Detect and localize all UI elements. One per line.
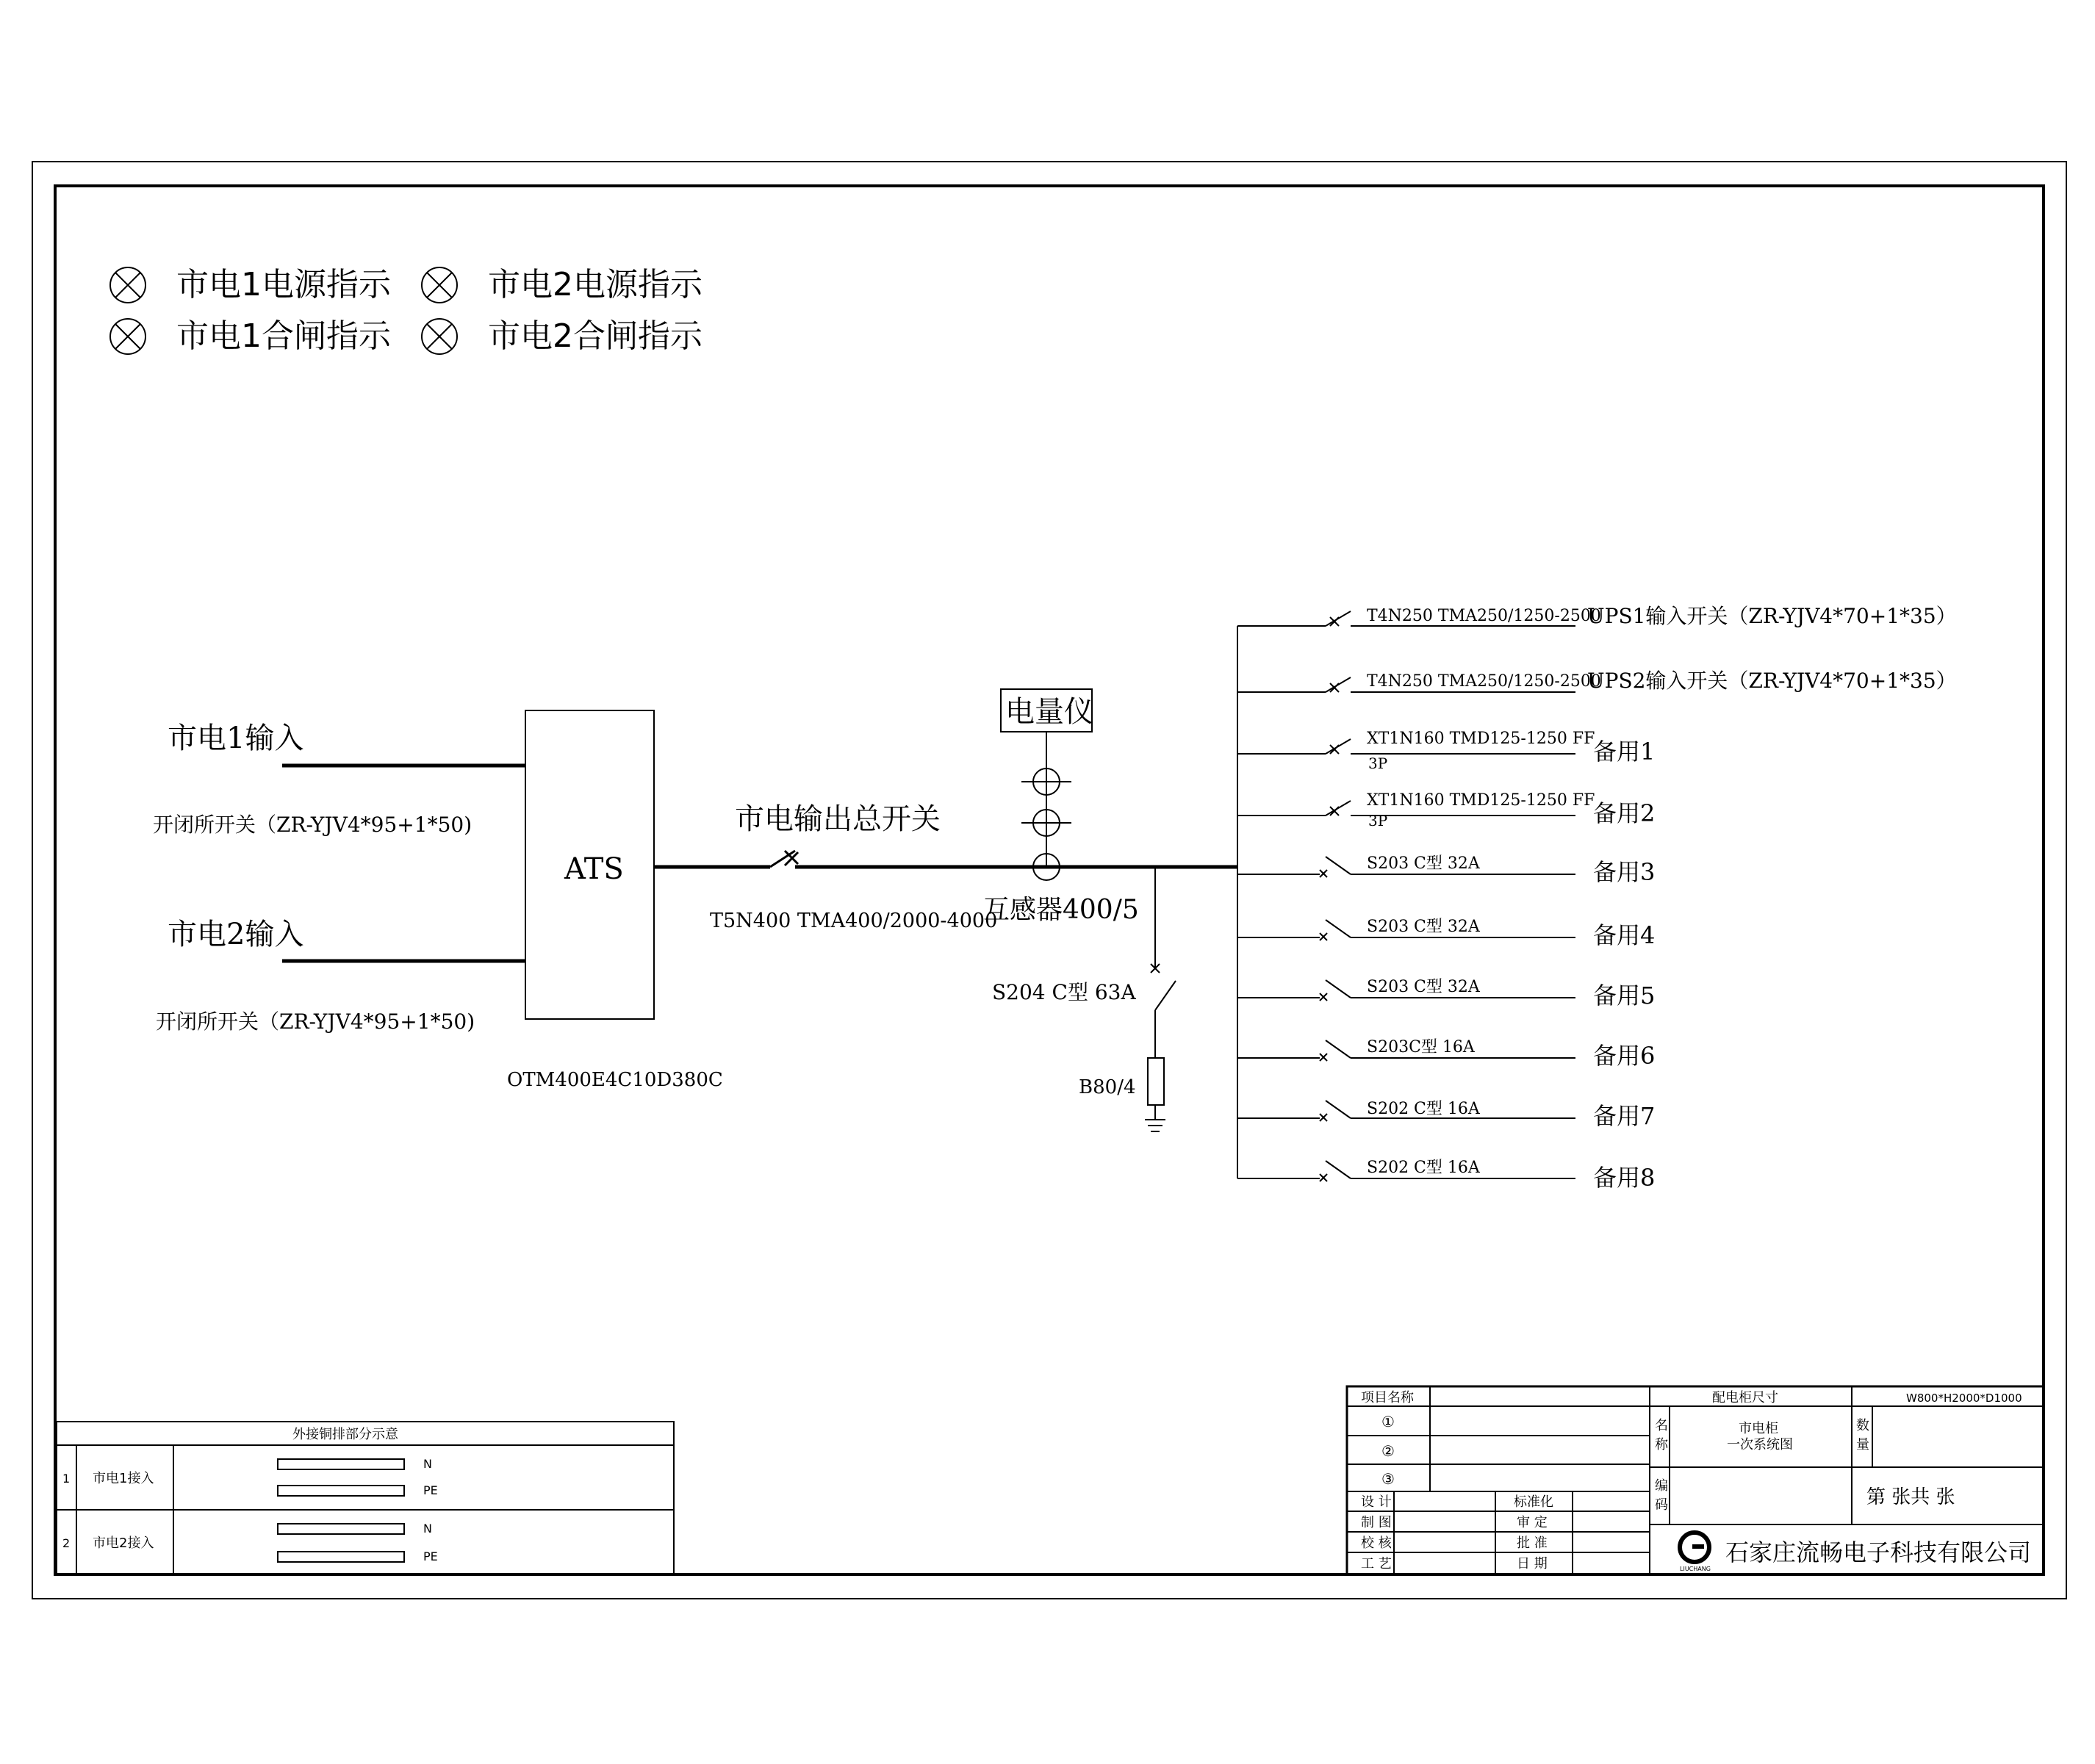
revision-3: ③ bbox=[1381, 1470, 1395, 1488]
feeder-5 bbox=[1237, 854, 1655, 886]
lamp-icon bbox=[110, 319, 145, 354]
revision-2: ② bbox=[1381, 1442, 1395, 1460]
feeder-model: S203C型 16A bbox=[1367, 1038, 1475, 1056]
breaker-blade bbox=[1326, 980, 1351, 998]
metering bbox=[983, 689, 1139, 925]
feeder-label: 备用3 bbox=[1593, 858, 1656, 886]
feeder-label: 备用2 bbox=[1593, 799, 1656, 827]
busbar-table-title: 外接铜排部分示意 bbox=[292, 1427, 398, 1442]
breaker-blade bbox=[1326, 857, 1351, 874]
ats-label: ATS bbox=[564, 852, 624, 886]
revision-1: ① bbox=[1381, 1413, 1395, 1430]
busbar-n-label: N bbox=[423, 1457, 432, 1471]
feeder-model: S202 C型 16A bbox=[1367, 1100, 1480, 1118]
incoming-supplies bbox=[153, 721, 525, 1034]
feeder-10 bbox=[1237, 1159, 1655, 1192]
surge-arrester bbox=[1148, 1058, 1164, 1105]
busbar-n bbox=[278, 1524, 404, 1534]
feeder-2 bbox=[1237, 669, 1957, 693]
busbar-pe bbox=[278, 1552, 404, 1562]
feeder-label: 备用7 bbox=[1593, 1102, 1656, 1130]
logo-text: LIUCHANG bbox=[1680, 1566, 1711, 1572]
project-name-label: 项目名称 bbox=[1361, 1390, 1414, 1405]
feeder-label: 备用5 bbox=[1593, 982, 1656, 1009]
busbar-pe-label: PE bbox=[423, 1483, 438, 1497]
name-label: 称 bbox=[1655, 1437, 1668, 1452]
company-logo bbox=[1680, 1533, 1711, 1572]
breaker-blade bbox=[1326, 1101, 1351, 1118]
lamp-icon bbox=[110, 267, 145, 303]
feeder-8 bbox=[1237, 1038, 1655, 1070]
drafter-label: 制 图 bbox=[1361, 1515, 1392, 1530]
busbar-n bbox=[278, 1459, 404, 1469]
indicator-legend bbox=[110, 266, 703, 355]
feeder-label: UPS1输入开关（ZR-YJV4*70+1*35） bbox=[1587, 604, 1957, 628]
feeder-4 bbox=[1237, 791, 1655, 829]
breaker-blade bbox=[1326, 920, 1351, 937]
feeder-poles: 3P bbox=[1368, 755, 1388, 772]
company-name: 石家庄流畅电子科技有限公司 bbox=[1725, 1538, 2032, 1566]
sheet-number: 第 张共 张 bbox=[1866, 1486, 1955, 1508]
ats-model: OTM400E4C10D380C bbox=[507, 1069, 723, 1091]
busbar-row-name: 市电2接入 bbox=[93, 1536, 154, 1551]
feeder-label: 备用4 bbox=[1593, 921, 1656, 949]
input-1-label: 市电1输入 bbox=[168, 721, 304, 755]
feeder-label: UPS2输入开关（ZR-YJV4*70+1*35） bbox=[1587, 669, 1957, 693]
input-1-cable: 开闭所开关（ZR-YJV4*95+1*50) bbox=[153, 813, 472, 837]
code-label: 编 bbox=[1655, 1478, 1668, 1494]
indicator-label: 市电1合闸指示 bbox=[176, 317, 391, 355]
feeder-label: 备用8 bbox=[1593, 1164, 1656, 1192]
date-label: 日 期 bbox=[1517, 1556, 1548, 1572]
feeder-model: S203 C型 32A bbox=[1367, 978, 1480, 996]
checker-label: 校 核 bbox=[1361, 1536, 1392, 1551]
indicator-label: 市电2合闸指示 bbox=[488, 317, 702, 355]
main-switch-model: T5N400 TMA400/2000-4000 bbox=[710, 910, 998, 932]
feeder-model: S203 C型 32A bbox=[1367, 918, 1480, 936]
busbar-row-index: 2 bbox=[62, 1536, 71, 1550]
spd-breaker-blade bbox=[1155, 981, 1176, 1010]
feeder-model: S203 C型 32A bbox=[1367, 854, 1480, 873]
indicator-label: 市电2电源指示 bbox=[488, 266, 702, 303]
busbar-n-label: N bbox=[423, 1522, 432, 1536]
ct-label: 互感器400/5 bbox=[983, 895, 1139, 925]
main-circuit bbox=[654, 802, 1237, 932]
title-block bbox=[1347, 1386, 2044, 1574]
feeder-model: T4N250 TMA250/1250-2500 bbox=[1367, 672, 1601, 691]
feeder-6 bbox=[1237, 918, 1655, 949]
feeder-7 bbox=[1237, 978, 1655, 1009]
review-label: 审 定 bbox=[1517, 1515, 1548, 1530]
input-2-label: 市电2输入 bbox=[168, 918, 304, 951]
arrester-label: B80/4 bbox=[1079, 1076, 1136, 1098]
busbar-table bbox=[57, 1422, 674, 1574]
meter-label: 电量仪 bbox=[1005, 695, 1093, 729]
feeder-model: XT1N160 TMD125-1250 FF bbox=[1367, 730, 1595, 748]
lamp-icon bbox=[422, 319, 457, 354]
name-label: 名 bbox=[1655, 1418, 1668, 1433]
approve-label: 批 准 bbox=[1517, 1536, 1548, 1551]
feeder-label: 备用6 bbox=[1593, 1042, 1656, 1070]
main-breaker-symbol bbox=[770, 851, 798, 867]
feeder-1 bbox=[1237, 604, 1957, 628]
ground-icon bbox=[1145, 1120, 1165, 1131]
breaker-blade bbox=[1326, 1040, 1351, 1058]
ats-unit bbox=[507, 710, 723, 1091]
designer-label: 设 计 bbox=[1361, 1494, 1392, 1510]
busbar-row-name: 市电1接入 bbox=[93, 1471, 154, 1486]
process-label: 工 艺 bbox=[1361, 1556, 1392, 1572]
lamp-icon bbox=[422, 267, 457, 303]
busbar-row-index: 1 bbox=[62, 1472, 71, 1486]
feeder-model: T4N250 TMA250/1250-2500 bbox=[1367, 607, 1601, 625]
code-label: 码 bbox=[1655, 1497, 1668, 1513]
spd-breaker-label: S204 C型 63A bbox=[992, 980, 1136, 1004]
indicator-label: 市电1电源指示 bbox=[176, 266, 391, 303]
feeder-model: XT1N160 TMD125-1250 FF bbox=[1367, 791, 1595, 810]
busbar-pe bbox=[278, 1486, 404, 1496]
quantity-label: 量 bbox=[1856, 1437, 1869, 1452]
main-switch-label: 市电输出总开关 bbox=[735, 802, 941, 836]
name-value: 一次系统图 bbox=[1727, 1437, 1793, 1452]
standardization-label: 标准化 bbox=[1514, 1494, 1553, 1510]
busbar-pe-label: PE bbox=[423, 1549, 438, 1563]
feeder-9 bbox=[1237, 1100, 1655, 1130]
name-value: 市电柜 bbox=[1739, 1421, 1778, 1436]
input-2-cable: 开闭所开关（ZR-YJV4*95+1*50) bbox=[156, 1009, 475, 1034]
cabinet-size-label: 配电柜尺寸 bbox=[1712, 1390, 1778, 1405]
cabinet-size-value: W800*H2000*D1000 bbox=[1906, 1392, 2022, 1405]
feeder-3 bbox=[1237, 730, 1655, 772]
quantity-label: 数 bbox=[1856, 1418, 1869, 1433]
feeder-model: S202 C型 16A bbox=[1367, 1159, 1480, 1177]
feeder-poles: 3P bbox=[1368, 812, 1388, 829]
breaker-blade bbox=[1326, 1161, 1351, 1178]
feeder-label: 备用1 bbox=[1593, 738, 1656, 766]
